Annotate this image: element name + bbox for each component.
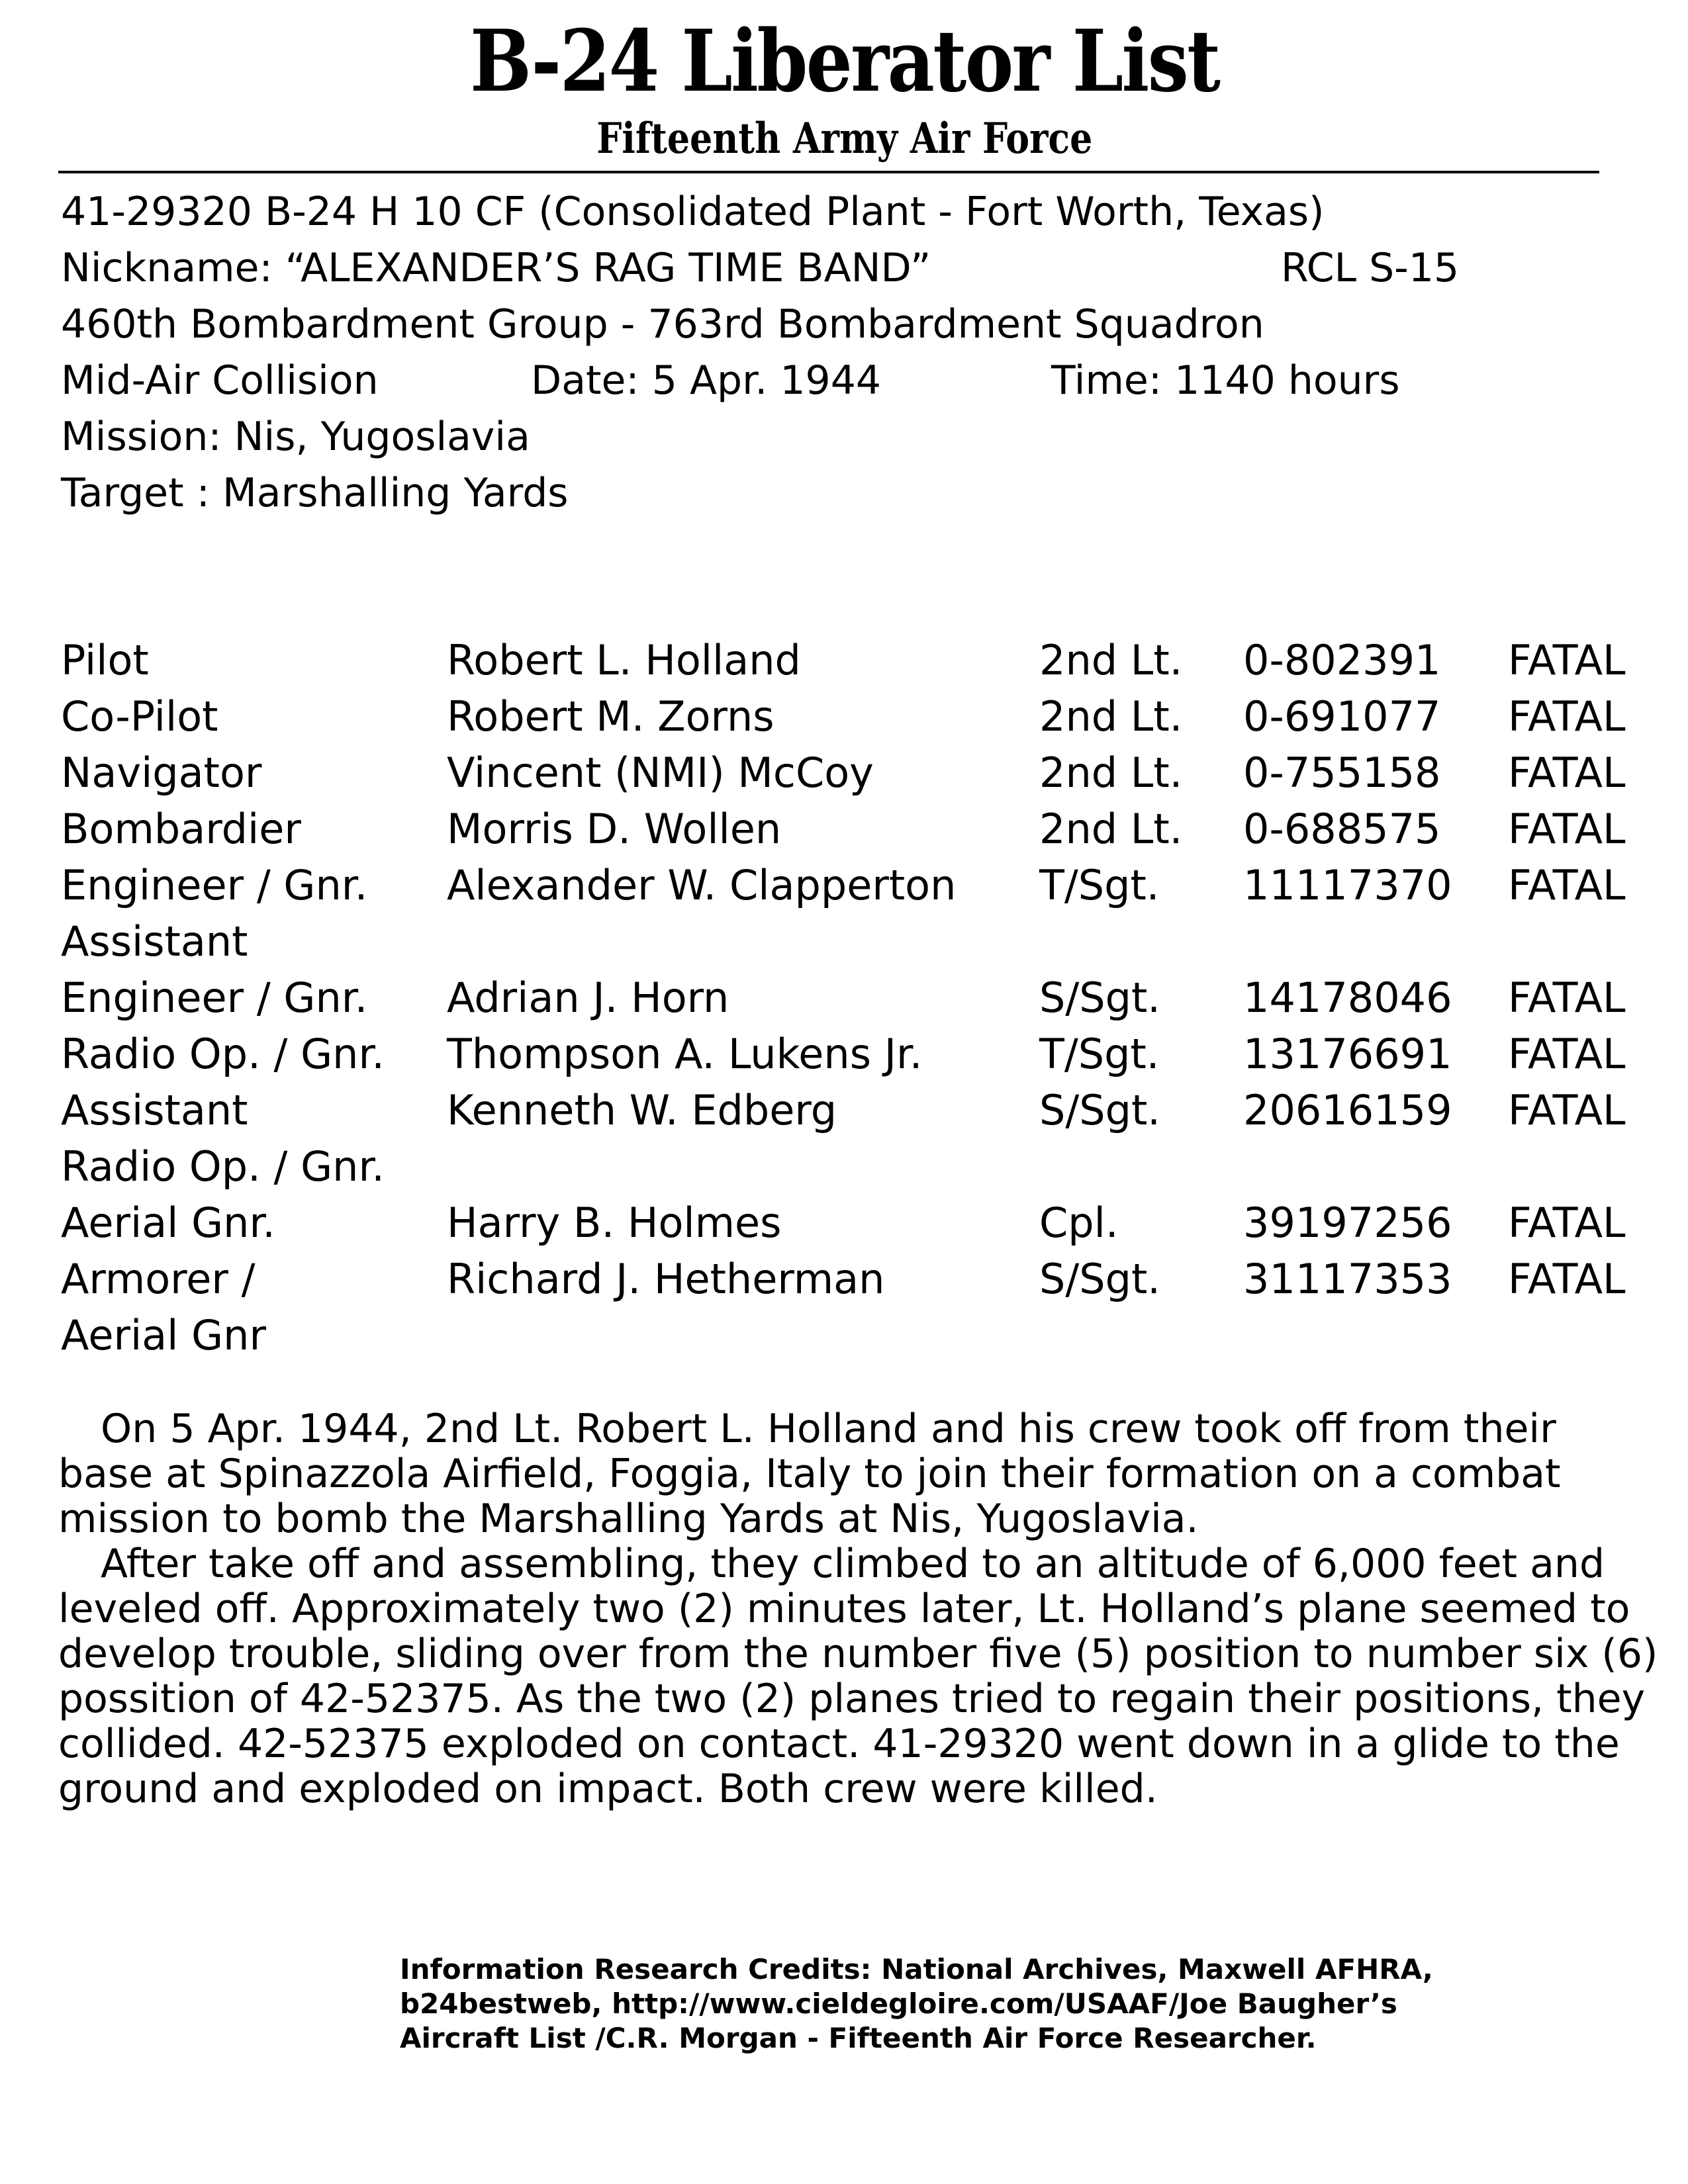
- crew-serial: 0-755158: [1243, 749, 1441, 797]
- crew-row: [61, 1251, 1663, 1307]
- crew-serial: 11117370: [1243, 861, 1452, 909]
- rcl-text: RCL S-15: [1281, 245, 1460, 291]
- narrative-paragraph-2: After take off and assembling, they climbed to an altitude of 6,000 feet and leveled off. Approximately two (2) minutes later, Lt. Holland’s plane seemed to develop trouble, sliding over from the number five (5) position to number six (6) possition of 42-52375. As the two (2) planes tried to regain their positions, they collided. 42-52375 exploded on contact. 41-29320 went down in a glide to the ground and exploded on impact. Both crew were killed.: [58, 1541, 1658, 1812]
- crew-name: Robert M. Zorns: [447, 692, 774, 741]
- crew-name: Morris D. Wollen: [447, 805, 782, 853]
- credits-line-3: Aircraft List /C.R. Morgan - Fifteenth Air Force Researcher.: [400, 2022, 1317, 2054]
- crew-rank: S/Sgt.: [1039, 1086, 1160, 1134]
- crew-row: [61, 1026, 1663, 1082]
- crew-position: Assistant: [61, 1086, 248, 1134]
- crew-row: [61, 1082, 1663, 1138]
- credits-line-2: b24bestweb, http://www.cieldegloire.com/USAAF/Joe Baugher’s: [400, 1987, 1397, 2020]
- crew-serial: 0-691077: [1243, 692, 1441, 741]
- crew-row: [61, 1195, 1663, 1251]
- crew-row: [61, 1138, 1663, 1195]
- time-text: Time: 1140 hours: [1051, 357, 1400, 404]
- crew-position: Aerial Gnr: [61, 1311, 266, 1359]
- crew-status: FATAL: [1508, 1030, 1626, 1078]
- crew-position: Navigator: [61, 749, 262, 797]
- credits-line-1: Information Research Credits: National Archives, Maxwell AFHRA,: [400, 1953, 1433, 1985]
- incident-line: [61, 353, 1610, 409]
- crew-position: Aerial Gnr.: [61, 1199, 275, 1247]
- crew-position: Assistant: [61, 917, 248, 966]
- target-line: [61, 465, 1610, 522]
- crew-rank: S/Sgt.: [1039, 974, 1160, 1022]
- nickname-line: [61, 240, 1610, 296]
- crew-row: [61, 632, 1663, 688]
- crew-row: [61, 1307, 1663, 1363]
- crew-row: [61, 970, 1663, 1026]
- group-line: [61, 296, 1610, 353]
- crew-row: [61, 857, 1663, 913]
- narrative: [58, 1406, 1660, 1811]
- crew-row: [61, 688, 1663, 745]
- crew-position: Engineer / Gnr.: [61, 974, 368, 1022]
- page-subtitle: Fifteenth Army Air Force: [596, 114, 1093, 163]
- crew-name: Robert L. Holland: [447, 636, 801, 684]
- crew-status: FATAL: [1508, 636, 1626, 684]
- crew-rank: 2nd Lt.: [1039, 692, 1183, 741]
- crew-position: Co-Pilot: [61, 692, 218, 741]
- crew-rank: 2nd Lt.: [1039, 636, 1183, 684]
- mission-text: Mission: Nis, Yugoslavia: [61, 414, 530, 460]
- crew-status: FATAL: [1508, 861, 1626, 909]
- crew-name: Adrian J. Horn: [447, 974, 729, 1022]
- crew-serial: 20616159: [1243, 1086, 1452, 1134]
- crew-name: Vincent (NMI) McCoy: [447, 749, 874, 797]
- serial-model-text: 41-29320 B-24 H 10 CF (Consolidated Plant - Fort Worth, Texas): [61, 189, 1325, 235]
- crew-status: FATAL: [1508, 749, 1626, 797]
- crew-name: Harry B. Holmes: [447, 1199, 782, 1247]
- crew-status: FATAL: [1508, 1255, 1626, 1303]
- crew-rank: 2nd Lt.: [1039, 749, 1183, 797]
- incident-text: Mid-Air Collision: [61, 357, 379, 404]
- target-text: Target : Marshalling Yards: [61, 470, 569, 516]
- crew-row: [61, 801, 1663, 857]
- crew-row: [61, 913, 1663, 970]
- crew-position: Armorer /: [61, 1255, 256, 1303]
- mission-line: [61, 409, 1610, 465]
- page-title: B-24 Liberator List: [469, 12, 1219, 111]
- crew-name: Richard J. Hetherman: [447, 1255, 885, 1303]
- crew-rank: S/Sgt.: [1039, 1255, 1160, 1303]
- crew-serial: 31117353: [1243, 1255, 1452, 1303]
- crew-position: Bombardier: [61, 805, 301, 853]
- nickname-text: Nickname: “ALEXANDER’S RAG TIME BAND”: [61, 245, 931, 291]
- group-text: 460th Bombardment Group - 763rd Bombardment Squadron: [61, 301, 1264, 347]
- serial-line: [61, 184, 1610, 240]
- crew-position: Pilot: [61, 636, 149, 684]
- crew-serial: 0-802391: [1243, 636, 1441, 684]
- crew-table: [61, 632, 1663, 1363]
- crew-rank: Cpl.: [1039, 1199, 1119, 1247]
- crew-position: Radio Op. / Gnr.: [61, 1142, 385, 1191]
- crew-rank: T/Sgt.: [1039, 1030, 1160, 1078]
- crew-rank: T/Sgt.: [1039, 861, 1160, 909]
- crew-row: [61, 745, 1663, 801]
- crew-status: FATAL: [1508, 1086, 1626, 1134]
- crew-serial: 39197256: [1243, 1199, 1452, 1247]
- narrative-paragraph-1: On 5 Apr. 1944, 2nd Lt. Robert L. Holland and his crew took off from their base at Spinazzola Airfield, Foggia, Italy to join their formation on a combat mission to bomb the Marshalling Yards at Nis, Yugoslavia.: [58, 1406, 1561, 1542]
- crew-name: Kenneth W. Edberg: [447, 1086, 837, 1134]
- crew-name: Thompson A. Lukens Jr.: [447, 1030, 923, 1078]
- crew-position: Engineer / Gnr.: [61, 861, 368, 909]
- crew-status: FATAL: [1508, 805, 1626, 853]
- crew-serial: 13176691: [1243, 1030, 1452, 1078]
- crew-serial: 14178046: [1243, 974, 1452, 1022]
- aircraft-info: [61, 184, 1610, 522]
- crew-status: FATAL: [1508, 1199, 1626, 1247]
- date-text: Date: 5 Apr. 1944: [531, 357, 882, 404]
- crew-rank: 2nd Lt.: [1039, 805, 1183, 853]
- research-credits: [400, 1952, 1558, 2056]
- crew-name: Alexander W. Clapperton: [447, 861, 957, 909]
- crew-status: FATAL: [1508, 692, 1626, 741]
- crew-status: FATAL: [1508, 974, 1626, 1022]
- title-divider: [58, 171, 1599, 173]
- crew-serial: 0-688575: [1243, 805, 1441, 853]
- crew-position: Radio Op. / Gnr.: [61, 1030, 385, 1078]
